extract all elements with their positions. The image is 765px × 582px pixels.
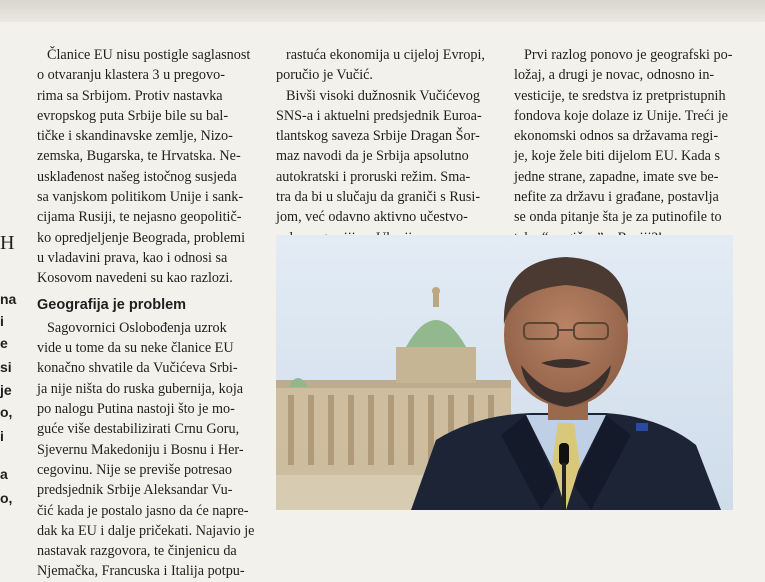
cut-fragment: o, (0, 404, 13, 420)
text-line: ko opredjeljenje Beograda, problemi (37, 229, 246, 246)
cut-letter: H (0, 232, 15, 254)
text-line: jom, već odavno aktivno učestvo- (276, 209, 468, 226)
text-line: Prvi razlog ponovo je geografski po- (524, 47, 733, 63)
cut-fragment: je (0, 382, 12, 398)
paragraph (276, 45, 498, 86)
text-line: cegovinu. Nije se previše potresao (37, 461, 233, 478)
text-line: ja nije ništa do ruska gubernija, koja (37, 380, 244, 397)
text-line: autokratski i proruski režim. Sma- (276, 168, 471, 185)
text-line: je, koje žele biti dijelom EU. Kada s (514, 148, 721, 165)
text-line: sa vanjskom politikom Unije i sank- (37, 189, 244, 206)
article-column-2 (276, 45, 498, 248)
text-line: zemska, Bugarska, te Hrvatska. Ne- (37, 148, 241, 165)
paragraph (37, 45, 259, 289)
cut-fragment: si (0, 359, 12, 375)
text-line: tra da bi u slučaju da graniči s Rusi- (276, 189, 481, 206)
text-line: dak ka EU i dalje pričekati. Najavio je (37, 522, 255, 539)
speaker-photo-illustration (276, 235, 733, 510)
paragraph (276, 86, 498, 248)
text-line: maz navodi da je Srbija apsolutno (276, 148, 469, 165)
text-line: u vladavini prava, kao i odnosi sa (37, 249, 228, 266)
text-line: o otvaranju klastera 3 u pregovo- (37, 67, 225, 84)
article-column-3 (514, 45, 739, 248)
cut-fragment: i (0, 313, 4, 329)
text-line: nastavak razgovora, te činjenicu da (37, 543, 237, 560)
text-line: ložaj, a drugi je novac, odnosno in- (514, 67, 715, 84)
text-line: Sagovornici Oslobođenja uzrok (47, 319, 227, 336)
text-line: guće više destabilizirati Crnu Goru, (37, 421, 240, 438)
article-photo (276, 235, 733, 510)
text-line: fondova koje dolaze iz Unije. Treći je (514, 107, 728, 124)
text-line: rastuća ekonomija u cijeloj Evropi, (286, 47, 485, 63)
section-subheading: Geografija je problem (37, 296, 187, 313)
text-line: evropskog puta Srbije bile su bal- (37, 107, 229, 124)
cut-fragment: o, (0, 490, 13, 506)
text-line: cijama Rusiji, te nejasno geopolitič- (37, 209, 242, 226)
text-line: ekonomski odnos sa državama regi- (514, 128, 719, 145)
text-line: predsjednik Srbije Aleksandar Vu- (37, 482, 233, 499)
text-line: vide u tome da su neke članice EU (37, 340, 234, 357)
text-line: konačno shvatile da Vučićeva Srbi- (37, 360, 238, 377)
text-line: Sjevernu Makedoniju i Bosnu i Her- (37, 441, 244, 458)
article-column-1 (37, 45, 259, 582)
text-line: vesticije, te sredstva iz pretpristupnih (514, 87, 726, 104)
paragraph (37, 318, 259, 582)
page-header-strip (0, 0, 765, 22)
cut-fragment: na (0, 291, 17, 307)
text-line: čić kada je postalo jasno da će napre- (37, 502, 249, 519)
text-line: SNS-a i aktuelni predsjednik Euroa- (276, 107, 482, 124)
text-line: tlantskog saveza Srbije Dragan Šor- (276, 128, 480, 145)
text-line: po nalogu Putina nastoji što je mo- (37, 401, 235, 418)
text-line: usklađenost našeg istočnog susjeda (37, 168, 237, 185)
cut-fragment: e (0, 335, 8, 351)
text-line: rima sa Srbijom. Protiv nastavka (37, 87, 223, 104)
text-line: Članice EU nisu postigle saglasnost (47, 47, 251, 63)
cut-fragment: a (0, 466, 8, 482)
paragraph (514, 45, 739, 248)
cut-fragment: i (0, 428, 4, 444)
text-line: Njemačka, Francuska i Italija potpu- (37, 563, 245, 580)
text-line: Kosovom navedeni su kao razlozi. (37, 270, 233, 287)
left-column-fragment (0, 0, 26, 510)
text-line: jedne strane, zapadne, imate sve be- (514, 168, 719, 185)
text-line: poručio je Vučić. (276, 67, 373, 84)
text-line: Bivši visoki dužnosnik Vučićevog (286, 87, 480, 104)
text-line: nefite za državu i građane, postavlja (514, 189, 719, 206)
text-line: tičke i skandinavske zemlje, Nizo- (37, 128, 233, 145)
text-line: se onda pitanje šta je za putinofile to (514, 209, 722, 226)
flag-pin (636, 423, 648, 431)
